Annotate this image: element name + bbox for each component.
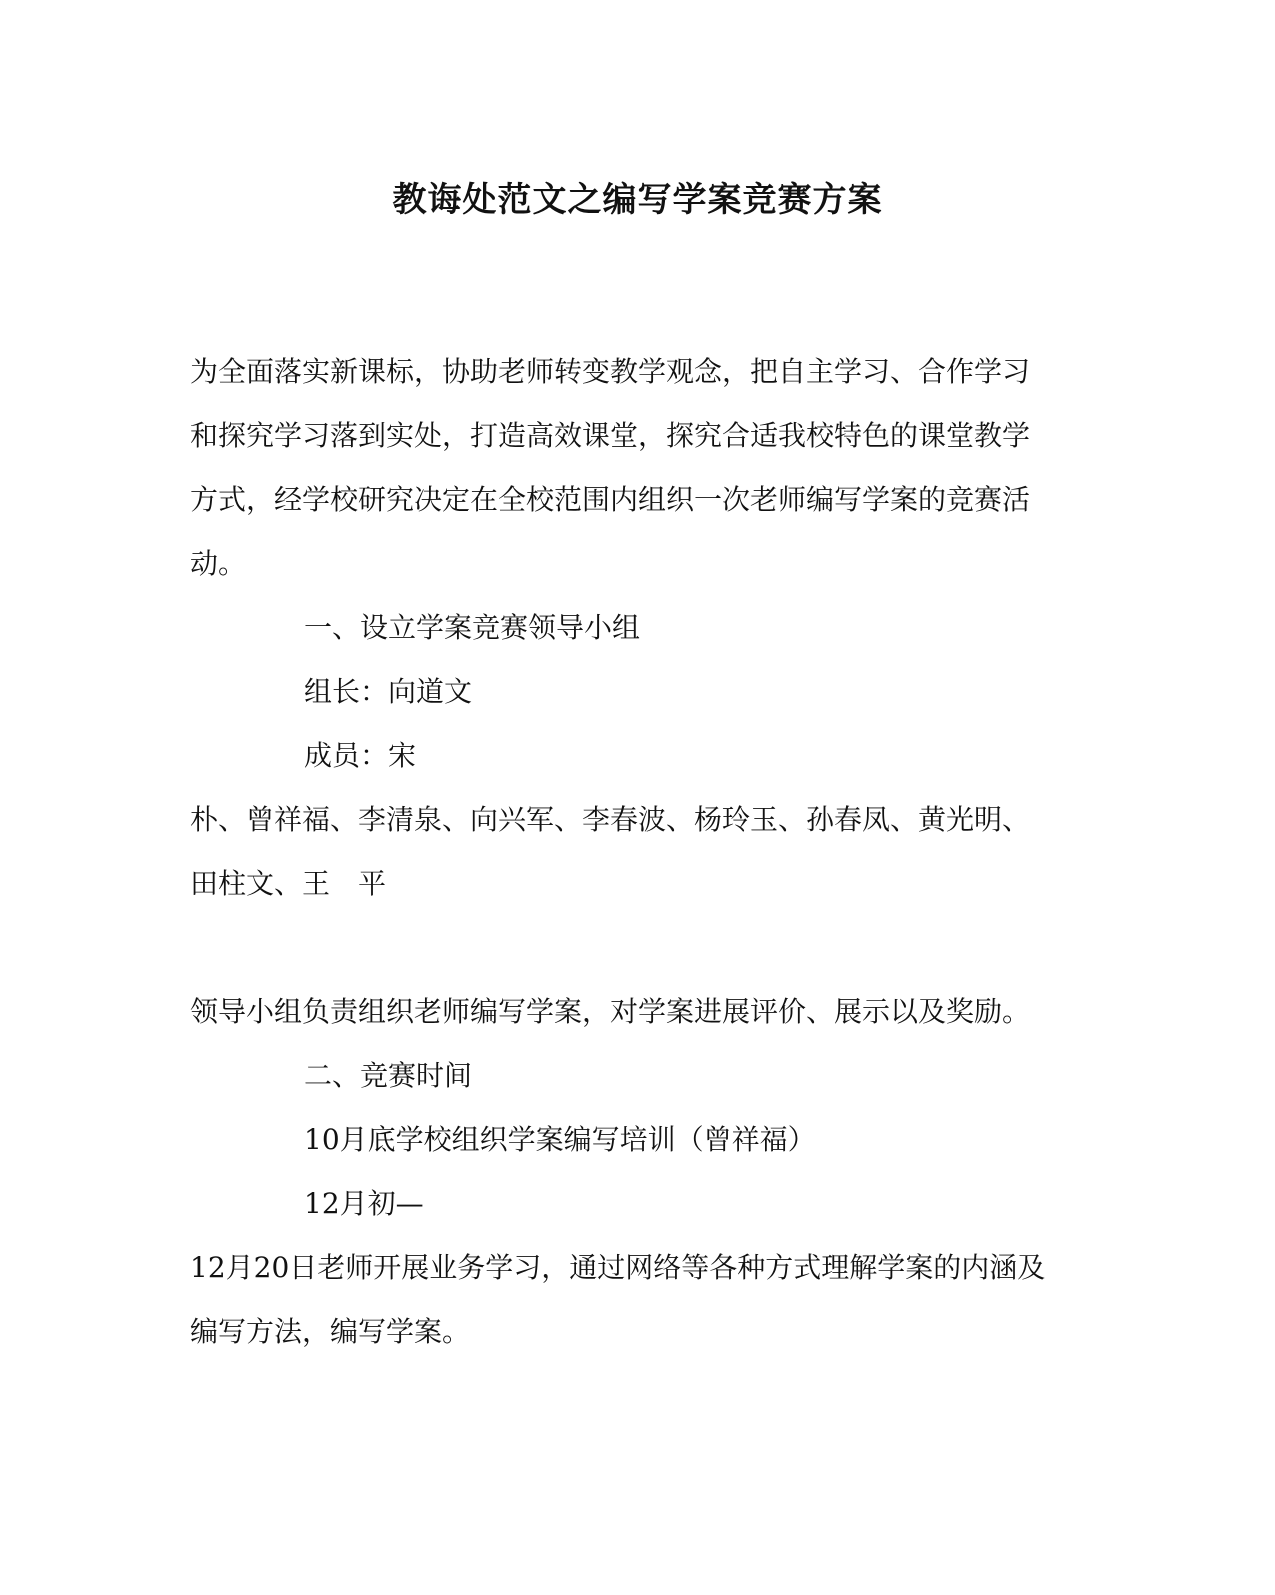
leader-line: 组长：向道文 bbox=[304, 675, 473, 708]
paragraph-line: 和探究学习落到实处，打造高效课堂，探究合适我校特色的课堂教学 bbox=[190, 419, 1031, 452]
members-list: 朴、曾祥福、李清泉、向兴军、李春波、杨玲玉、孙春凤、黄光明、 bbox=[190, 803, 1031, 836]
section-heading: 一、设立学案竞赛领导小组 bbox=[304, 611, 641, 644]
paragraph-line: 方式，经学校研究决定在全校范围内组织一次老师编写学案的竞赛活 bbox=[190, 483, 1031, 516]
document-title: 教诲处范文之编写学案竞赛方案 bbox=[392, 180, 883, 220]
members-list: 田柱文、王 平 bbox=[190, 867, 387, 900]
section-heading: 二、竞赛时间 bbox=[304, 1059, 473, 1092]
paragraph-line: 为全面落实新课标，协助老师转变教学观念，把自主学习、合作学习 bbox=[190, 355, 1031, 388]
schedule-item: 12月20日老师开展业务学习，通过网络等各种方式理解学案的内涵及 bbox=[190, 1251, 1046, 1284]
schedule-item: 12月初— bbox=[304, 1187, 424, 1220]
members-label: 成员：宋 bbox=[304, 739, 417, 772]
schedule-item: 10月底学校组织学案编写培训（曾祥福） bbox=[304, 1123, 816, 1156]
schedule-item: 编写方法，编写学案。 bbox=[190, 1315, 471, 1348]
paragraph-line: 领导小组负责组织老师编写学案，对学案进展评价、展示以及奖励。 bbox=[190, 995, 1031, 1028]
paragraph-line: 动。 bbox=[190, 547, 247, 580]
